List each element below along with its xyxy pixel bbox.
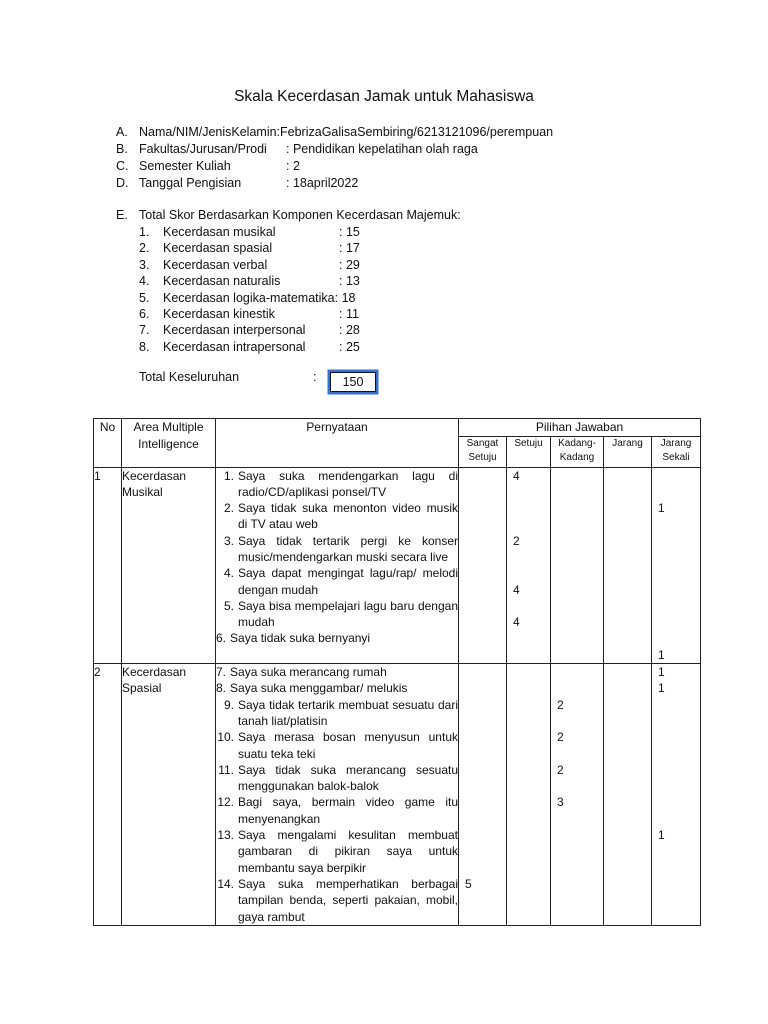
score-item xyxy=(139,273,461,289)
info-row-c xyxy=(116,158,553,175)
statement-number: 8. xyxy=(216,681,227,696)
row-area: Kecerdasan Spasial xyxy=(122,664,216,926)
score-number: 8. xyxy=(139,339,150,354)
info-label: Fakultas/Jurusan/Prodi xyxy=(139,142,267,156)
row-statements xyxy=(216,467,459,664)
info-label: Semester Kuliah xyxy=(139,159,231,173)
header-pernyataan: Pernyataan xyxy=(216,419,459,468)
score-name: Kecerdasan naturalis xyxy=(163,274,281,289)
total-value-box: 150 xyxy=(330,372,376,392)
score-summary-heading xyxy=(116,207,461,224)
total-score xyxy=(139,369,376,392)
statement-item xyxy=(216,762,458,795)
score-item xyxy=(139,290,461,306)
header-pilihan-jawaban: Pilihan Jawaban xyxy=(459,419,701,437)
questionnaire-table xyxy=(93,418,701,926)
score-item xyxy=(139,257,461,273)
statement-text: Saya dapat mengingat lagu/rap/ melodi dengan mudah xyxy=(238,566,458,597)
answer-jarang xyxy=(604,664,652,926)
statement-number: 4. xyxy=(223,566,234,581)
info-letter: A. xyxy=(116,125,128,139)
score-item xyxy=(139,306,461,322)
answer-values: 1 1 xyxy=(658,501,665,662)
score-number: 2. xyxy=(139,241,150,256)
score-name: Kecerdasan intrapersonal xyxy=(163,339,306,354)
score-number: 7. xyxy=(139,323,150,338)
answer-sangat-setuju xyxy=(459,467,507,664)
statement-item xyxy=(216,729,458,762)
answer-setuju xyxy=(507,664,551,926)
score-value: : 15 xyxy=(339,225,360,239)
score-item xyxy=(139,224,461,240)
score-name: Kecerdasan musikal xyxy=(163,225,276,239)
answer-kadang xyxy=(551,664,604,926)
header-no: No xyxy=(94,419,122,468)
page-title: Skala Kecerdasan Jamak untuk Mahasiswa xyxy=(234,88,534,105)
header-sangat-setuju: Sangat Setuju xyxy=(459,436,507,467)
table-row xyxy=(94,664,701,926)
statement-item xyxy=(216,680,458,696)
statement-text: Saya bisa mempelajari lagu baru dengan mudah xyxy=(238,598,458,630)
score-value: : 17 xyxy=(339,241,360,256)
row-statements xyxy=(216,664,459,926)
statement-item xyxy=(216,500,458,533)
score-name: Kecerdasan logika-matematika xyxy=(163,290,335,305)
header-jarang: Jarang xyxy=(604,436,652,467)
info-row-b xyxy=(116,141,553,158)
row-number: 2 xyxy=(94,664,122,926)
section-letter: E. xyxy=(116,208,128,222)
statement-number: 11. xyxy=(218,762,234,777)
statement-number: 13. xyxy=(217,828,234,843)
answer-values: 5 xyxy=(465,876,472,891)
score-item xyxy=(139,339,461,355)
statement-text: Saya merasa bosan menyusun untuk suatu teka teki xyxy=(238,730,458,761)
statement-item xyxy=(216,697,458,730)
statement-item xyxy=(216,533,458,566)
info-value: : 2 xyxy=(286,159,300,173)
score-number: 5. xyxy=(139,290,150,305)
row-area: Kecerdasan Musikal xyxy=(122,467,216,664)
score-value: : 28 xyxy=(339,323,360,338)
info-value: : 18april2022 xyxy=(286,176,359,190)
statement-text: Saya suka merancang rumah xyxy=(230,665,387,680)
info-letter: C. xyxy=(116,159,129,173)
statement-number: 2. xyxy=(223,501,234,516)
score-number: 6. xyxy=(139,306,150,321)
statement-item xyxy=(216,565,458,598)
statement-text: Saya tidak tertarik membuat sesuatu dari tanah liat/platisin xyxy=(238,697,458,728)
identity-info xyxy=(116,124,553,192)
answer-values: 2 2 2 3 xyxy=(557,697,564,810)
score-value: : 11 xyxy=(339,306,359,321)
statement-text: Saya suka menggambar/ melukis xyxy=(230,681,408,696)
header-jarang-sekali: Jarang Sekali xyxy=(652,436,701,467)
score-name: Kecerdasan interpersonal xyxy=(163,323,306,338)
total-label: Total Keseluruhan xyxy=(139,370,240,384)
info-letter: D. xyxy=(116,176,129,190)
statement-item xyxy=(216,876,458,925)
answer-jarang xyxy=(604,467,652,664)
statement-number: 10. xyxy=(217,730,234,745)
score-value: : 29 xyxy=(339,257,360,272)
answer-jarang-sekali xyxy=(652,467,701,664)
info-label: Tanggal Pengisian xyxy=(139,176,242,190)
statement-number: 5. xyxy=(223,598,234,613)
statement-number: 3. xyxy=(223,533,234,548)
header-area: Area Multiple Intelligence xyxy=(122,419,216,468)
section-heading: Total Skor Berdasarkan Komponen Kecerdasan Majemuk: xyxy=(139,208,461,222)
answer-values: 1 1 1 xyxy=(658,665,665,843)
score-value: : 18 xyxy=(334,290,356,305)
statement-item xyxy=(216,664,458,680)
statement-text: Saya tidak suka menonton video musik di TV atau web xyxy=(238,501,458,532)
statement-number: 7. xyxy=(216,665,227,680)
statement-item xyxy=(216,794,458,827)
answer-setuju xyxy=(507,467,551,664)
statement-text: Saya suka mendengarkan lagu di radio/CD/aplikasi ponsel/TV xyxy=(238,468,458,499)
statement-text: Saya mengalami kesulitan membuat gambaran di pikiran saya untuk membantu saya berpikir xyxy=(238,828,458,875)
answer-values: 4 2 4 4 xyxy=(513,468,520,630)
statement-text: Bagi saya, bermain video game itu menyenangkan xyxy=(238,795,458,826)
info-row-d xyxy=(116,175,553,192)
statement-text: Saya suka memperhatikan berbagai tampilan benda, seperti pakaian, mobil, gaya rambut xyxy=(238,876,458,924)
answer-kadang xyxy=(551,467,604,664)
score-item xyxy=(139,322,461,338)
info-row-a xyxy=(116,124,553,141)
answer-sangat-setuju xyxy=(459,664,507,926)
score-item xyxy=(139,240,461,256)
score-name: Kecerdasan kinestik xyxy=(163,306,275,321)
statement-number: 12. xyxy=(217,795,234,810)
statement-number: 6. xyxy=(216,631,227,646)
info-value: : Pendidikan kepelatihan olah raga xyxy=(286,142,478,156)
info-label: Nama/NIM/JenisKelamin: xyxy=(139,125,281,139)
score-value: : 25 xyxy=(339,339,360,354)
header-kadang: Kadang-Kadang xyxy=(551,436,604,467)
score-summary xyxy=(116,207,461,355)
score-name: Kecerdasan verbal xyxy=(163,257,268,272)
statement-item xyxy=(216,598,458,631)
row-number: 1 xyxy=(94,467,122,664)
score-number: 3. xyxy=(139,257,150,272)
score-value: : 13 xyxy=(339,274,360,289)
total-colon: : xyxy=(313,370,317,384)
statement-item xyxy=(216,630,458,646)
statement-number: 1. xyxy=(223,468,234,483)
score-name: Kecerdasan spasial xyxy=(163,241,273,256)
score-list xyxy=(139,224,461,355)
statement-text: Saya tidak tertarik pergi ke konser music/mendengarkan muski secara live xyxy=(238,533,458,564)
statement-text: Saya tidak suka merancang sesuatu menggunakan balok-balok xyxy=(238,762,458,794)
info-value: FebrizaGalisaSembiring/6213121096/perempuan xyxy=(280,125,554,139)
table-row xyxy=(94,467,701,664)
statement-number: 14. xyxy=(217,876,234,891)
statement-item xyxy=(216,827,458,876)
score-number: 4. xyxy=(139,274,150,289)
answer-jarang-sekali xyxy=(652,664,701,926)
statement-number: 9. xyxy=(223,697,234,712)
statement-item xyxy=(216,468,458,501)
statement-text: Saya tidak suka bernyanyi xyxy=(230,631,371,646)
score-number: 1. xyxy=(139,225,150,239)
header-setuju: Setuju xyxy=(507,436,551,467)
info-letter: B. xyxy=(116,142,128,156)
